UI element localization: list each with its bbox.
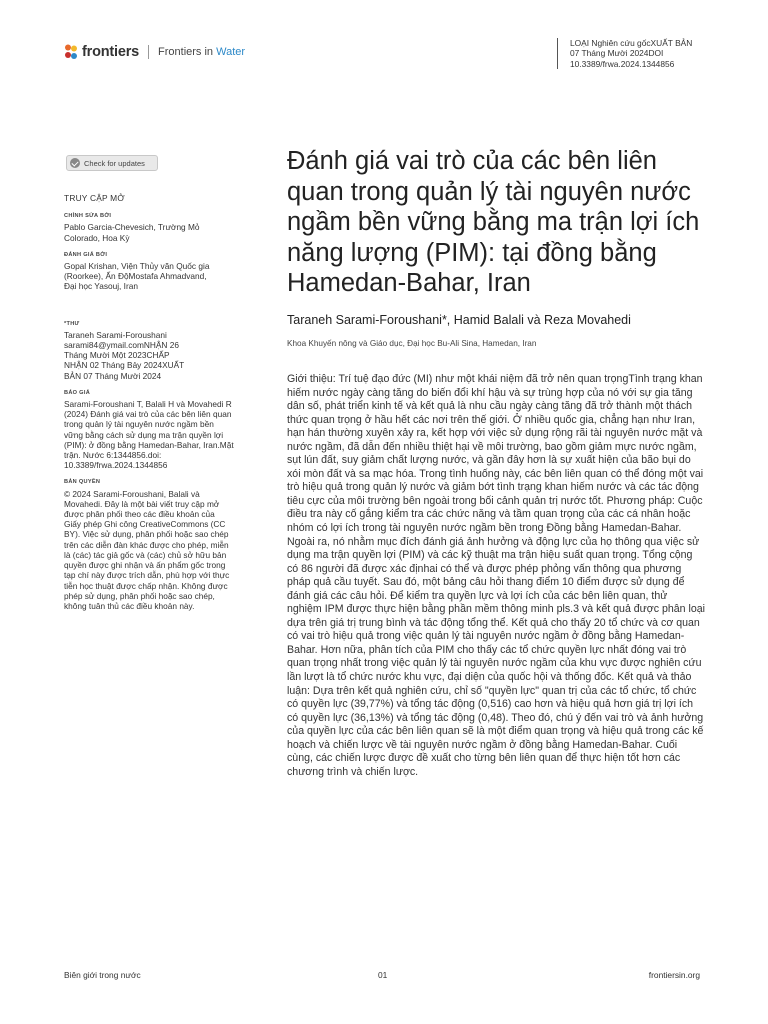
reviewed-by-label: ĐÁNH GIÁ BỞI (64, 251, 108, 258)
journal-suffix: Water (216, 46, 246, 58)
logo-divider (148, 45, 149, 59)
reviewed-by-text: Gopal Krishan, Viện Thủy văn Quốc gia (Roorkee), Ấn ĐộMostafa Ahmadvand, Đại học Yasouj, Iran (64, 261, 210, 292)
meta-doi-line[interactable]: 10.3389/frwa.2024.1344856 (570, 58, 675, 69)
check-for-updates-label: Check for updates (84, 158, 145, 168)
article-abstract: Giới thiệu: Trí tuệ đạo đức (MI) như một khái niệm đã trở nên quan trọngTình trạng khan hiếm nước ngày càng tăng do biến đổi khí hậu và sự trùng hợp của nó với sự gia tăng dân số, phát triển kinh tế và kết quả là nhu cầu ngày càng tăng đã trở thành một thách thức quan trọng ở hầu hết các nơi trên thế giới. Ở nhiều quốc gia, chẳng hạn như Iran, hạn hán thường xuyên xảy ra, kết hợp với việc sử dụng rộng rãi tài nguyên nước mặt và nước ngầm, đã dẫn đến nhiều thiệt hại về môi trường, bao gồm giảm mực nước ngầm, sụt lún đất, suy giảm chất lượng nước, và gần đây hơn là sự xuất hiện của bão bụi do xói mòn đất và sa mạc hóa. Trong tình huống này, các bên liên quan có thể đóng một vai trò hiệu quả trong quản lý nước và giảm bớt tình trạng khan hiếm nước và các tác động tiêu cực của môi trường bên ngoài trong bối cảnh quản trị nước tốt. Phương pháp: Cuộc điều tra này cố gắng kiểm tra các chức năng và tầm quan trọng của các cá nhân hoặc nhóm có lợi ích trong tài nguyên nước ngầm bền trong Đồng bằng Hamedan-Bahar. Ngoài ra, nó nhằm mục đích đánh giá ảnh hưởng và động lực của họ thông qua việc sử dụng ma trận quyền lợi (PIM) và các kỹ thuật ma trận hiệu suất quan trọng. Tổng cộng có 86 người đã được xác địnhai có thể và được phép phỏng vấn thông qua phương pháp quả cầu tuyết. Sau đó, một bảng câu hỏi thang điểm 10 điểm được sử dụng để đánh giá các câu hỏi. Để kiểm tra quyền lực và lợi ích của các bên liên quan, thử nghiệm IPM được thực hiện bằng phần mềm thông minh pls.3 và kết quả được phân loại dựa trên giá trị trung bình và tác động tổng thể. Kết quả cho thấy 20 tổ chức và cơ quan có vai trò hiệu quả trong việc quản lý tài nguyên nước ngầm ở đồng bằng Hamedan-Bahar. Hơn nữa, phân tích của PIM cho thấy các tổ chức quyền lực nhất đóng vai trò quan trọng nhất trong việc quản lý tài nguyên nước ngầm của khu vực được nghiên cứu lần lượt là tổ chức nước khu vực, đại diện của quốc hội và thống đốc. Kết quả và thảo luận: Dựa trên kết quả nghiên cứu, chỉ số "quyền lực" quan trị của các tổ chức, tổ chức có quyền lực (39,77%) và tổng tác động (0,516) cao hơn và hiệu quả hơn giá trị lợi ích có quyền lực (36,13%) và tổng tác động (0,48). Theo đó, chú ý đến vai trò và ảnh hưởng của quyền lực của các bên liên quan sẽ là một điểm quan trọng và hiệu quả trong các kế hoạch và chiến lược về tài nguyên nước ngầm ở đồng bằng Hamedan-Bahar. Cuối cùng, các chiến lược được đề xuất cho từng bên liên quan để thực hiện tốt hơn các chương trình và chiến lược. (287, 373, 705, 778)
citation-text: Sarami-Foroushani T, Balali H và Movahedi R (2024) Đánh giá vai trò của các bên liên quan trong quản lý tài nguyên nước ngầm bền vững bằng cách sử dụng ma trận quyền lợi (PIM): ở đồng bằng Hamedan-Bahar, Iran.Mặt trận. Nước 6:1344856.doi: 10.3389/frwa.2024.1344856 (64, 399, 234, 471)
copyright-label: BẢN QUYỀN (64, 479, 101, 486)
frontiers-logo-icon (64, 44, 78, 60)
article-title: Đánh giá vai trò của các bên liên quan trong quản lý tài nguyên nước ngầm bền vững bằng ma trận lợi ích năng lượng (PIM): tại đồng bằng Hamedan-Bahar, Iran (287, 147, 700, 298)
footer-site-link[interactable]: frontiersin.org (648, 970, 700, 980)
article-meta (557, 38, 730, 69)
publisher-name: frontiers (82, 44, 140, 60)
edited-by-label: CHỈNH SỬA BỞI (64, 213, 112, 220)
article-authors: Taraneh Sarami-Foroushani*, Hamid Balali và Reza Movahedi (287, 313, 631, 327)
journal-name (158, 46, 245, 58)
meta-type-line: LOẠI Nghiên cứu gốcXUẤT BẢN (570, 38, 693, 48)
edited-by-text: Pablo Garcia-Chevesich, Trường Mỏ Colorado, Hoa Kỳ (64, 222, 200, 243)
article-affiliation: Khoa Khuyến nông và Giáo dục, Đại học Bu-Ali Sina, Hamedan, Iran (287, 339, 537, 348)
correspondence-label: *THƯ (64, 320, 80, 327)
check-for-updates-button[interactable] (66, 155, 158, 171)
journal-prefix: Frontiers in (158, 46, 214, 58)
check-icon (70, 158, 80, 168)
article-sidebar (64, 193, 254, 611)
correspondence-text[interactable]: Taraneh Sarami-Foroushani sarami84@ymail.comNHẬN 26 Tháng Mười Một 2023CHẤP NHẬN 02 Tháng Bảy 2024XUẤT BẢN 07 Tháng Mười 2024 (64, 329, 185, 381)
footer-page-number: 01 (378, 970, 388, 980)
copyright-text: © 2024 Sarami-Foroushani, Balali và Movahedi. Đây là một bài viết truy cập mở được phân phối theo các điều khoản của Giấy phép Ghi công CreativeCommons (CC BY). Việc sử dụng, phân phối hoặc sao chép trên các diễn đàn khác được cho phép, miễn là (các) tác giả gốc và (các) chủ sở hữu bản quyền được ghi nhận và ấn phẩm gốc trong tạp chí này được trích dẫn, phù hợp với thực tiễn học thuật được chấp nhận. Không được phép sử dụng, phân phối hoặc sao chép, không tuân thủ các điều khoản này. (64, 488, 230, 611)
open-access-label: TRUY CẬP MỞ (64, 193, 125, 203)
frontiers-logo[interactable] (64, 43, 245, 61)
footer-journal: Biên giới trong nước (64, 970, 141, 980)
citation-label: BÁO GIÁ (64, 389, 91, 396)
meta-date-line: 07 Tháng Mười 2024DOI (570, 48, 664, 59)
